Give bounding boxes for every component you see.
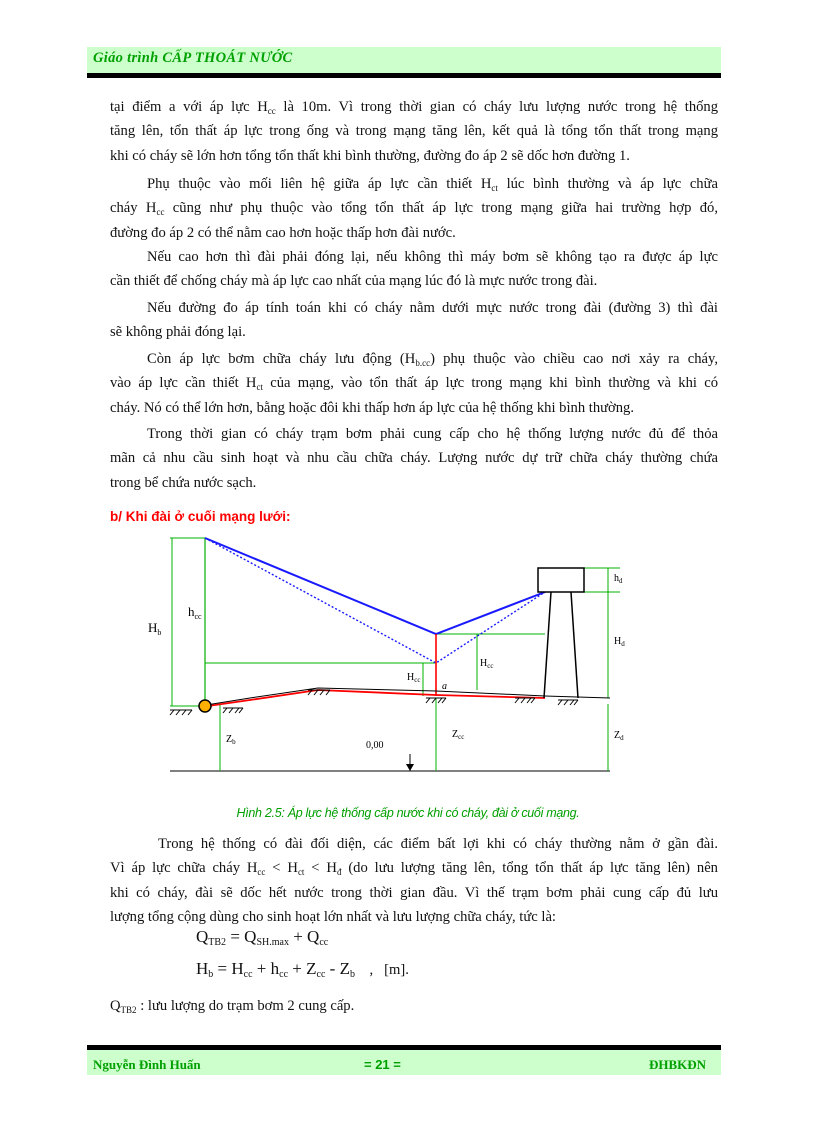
piezometric-line-fire [205, 538, 545, 634]
water-tank-icon [538, 568, 584, 592]
footer-author: Nguyễn Đình Huấn [93, 1057, 201, 1072]
pump-icon [199, 700, 211, 712]
header-title: Giáo trình CẤP THOÁT NƯỚC [93, 50, 293, 66]
section-heading: b/ Khi đài ở cuối mạng lưới: [110, 509, 291, 524]
tower-leg-right [571, 592, 578, 698]
pipe-profile [208, 690, 545, 706]
label-point-a: a [442, 681, 447, 692]
formula-hb: $H_b = H_{cc} + h_{cc} + Z_{cc} - Z_b$ , [m]. [196, 959, 409, 980]
zero-marker [406, 764, 414, 771]
formula-q-tb2: $Q_{TB2} = Q_{SH.max} + Q_{cc}$ [196, 927, 329, 948]
ground-profile [200, 688, 610, 706]
paragraph-1: tại điểm a với áp lực $H_{cc}$ là 10m. Vì trong thời gian có cháy lưu lượng nước trong hệ thống tăng lên, tổn thất áp lực trong ống và trong mạng tăng lên, kết quả là tổng tổn thất trong mạng khi có cháy sẽ lớn hơn tổng tổn thất khi bình thường, đường đo áp 2 sẽ dốc hơn đường 1. [110, 99, 719, 164]
paragraph-3: Nếu cao hơn thì đài phải đóng lại, nếu không thì máy bơm sẽ không tạo ra được áp lực cần thiết để chống cháy mà áp lực cao nhất của mạng lúc đó là mực nước trong đài. [110, 249, 718, 290]
piezometric-line-normal [205, 538, 545, 663]
label-hcc-mid: $H_{cc}$ [480, 658, 494, 670]
label-hd-big: $H_d$ [614, 636, 625, 648]
label-zcc: $Z_{cc}$ [452, 729, 465, 741]
label-zb: $Z_b$ [226, 734, 236, 746]
label-hb: $H_b$ [148, 620, 162, 637]
footer-page-number: = 21 = [364, 1057, 401, 1072]
label-zero: 0,00 [366, 740, 384, 751]
figure-caption: Hình 2.5: Áp lực hệ thống cấp nước khi có cháy, đài ở cuối mạng. [236, 806, 580, 820]
paragraph-2: Phụ thuộc vào mối liên hệ giữa áp lực cần thiết $H_{ct}$ lúc bình thường và áp lực chữa cháy $H_{cc}$ cũng như phụ thuộc vào tổng tổn thất áp lực trong mạng giữa hai trường hợp đó, đường đo áp 2 có thể nằm cao hơn hoặc thấp hơn đài nước. [110, 176, 718, 241]
paragraph-5: Còn áp lực bơm chữa cháy lưu động $(H_{b.cc})$ phụ thuộc vào chiều cao nơi xảy ra cháy, vào áp lực cần thiết $H_{ct}$ của mạng, vào tổn thất áp lực trong mạng khi bình thường và khi có cháy. Nó có thể lớn hơn, bằng hoặc đôi khi thấp hơn áp lực của hệ thống khi bình thường. [110, 351, 718, 416]
footer-organization: ĐHBKĐN [648, 1057, 706, 1072]
label-hcc-small: $h_{cc}$ [188, 604, 202, 621]
paragraph-6: Trong thời gian có cháy trạm bơm phải cung cấp cho hệ thống lượng nước đủ để thỏa mãn cả nhu cầu sinh hoạt và nhu cầu chữa cháy. Lượng nước dự trữ chữa cháy thường chứa trong bể chứa nước sạch. [110, 426, 718, 491]
paragraph-8: $Q_{TB2}$ : lưu lượng do trạm bơm 2 cung cấp. [110, 998, 355, 1015]
fire-pressure-diagram [140, 530, 625, 780]
label-zd: $Z_d$ [614, 730, 624, 742]
tower-leg-left [544, 592, 551, 698]
header-rule [87, 73, 721, 78]
paragraph-4: Nếu đường đo áp tính toán khi có cháy nằm dưới mực nước trong đài (đường 3) thì đài sẽ không phải đóng lại. [110, 300, 718, 341]
label-hd-small: $h_d$ [614, 573, 623, 585]
label-hcc-big: $H_{cc}$ [407, 672, 421, 684]
paragraph-7: Trong hệ thống có đài đối diện, các điểm bất lợi khi có cháy thường nằm ở gần đài. Vì áp lực chữa cháy $H_{cc} < H_{ct} < H_đ$ (do lưu lượng tăng lên, tổng tổn thất áp lực tăng lên) nên khi có cháy, đài sẽ dốc hết nước trong thời gian đầu. Vì thế trạm bơm phải cung cấp đủ lưu lượng tổng cộng dùng cho sinh hoạt lớn nhất và lưu lượng chữa cháy, tức là: [110, 836, 718, 925]
